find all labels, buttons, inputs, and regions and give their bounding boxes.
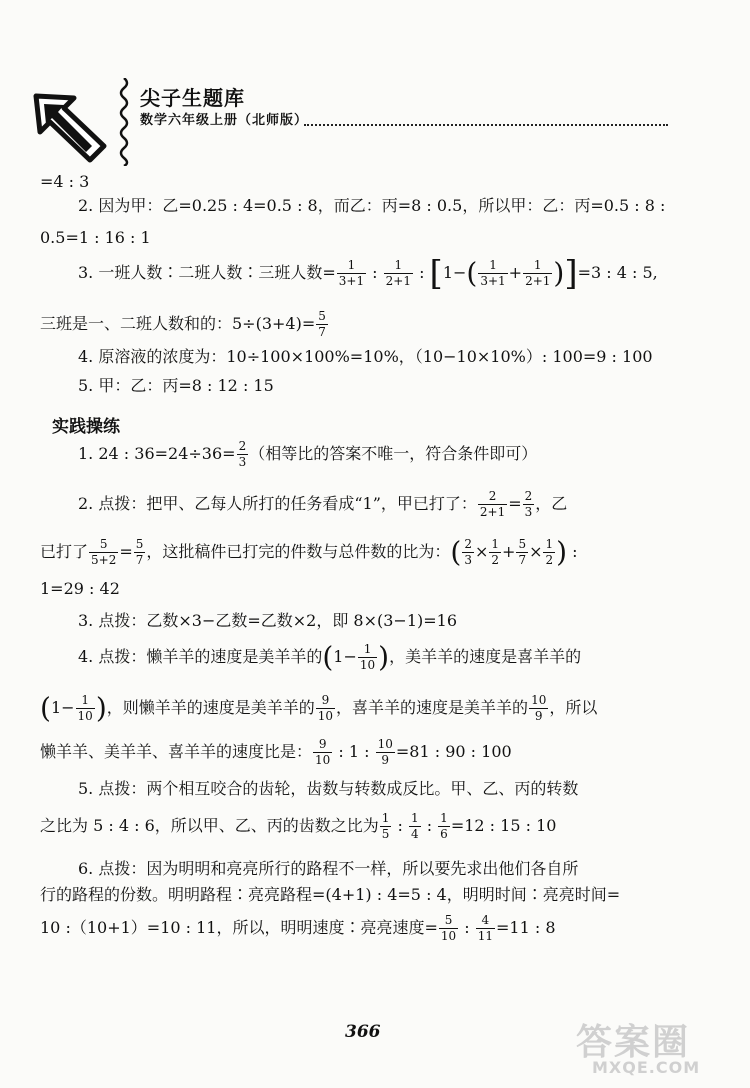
fraction: $\frac{1}{2}$: [545, 537, 554, 567]
answer-line: 三班是一、二班人数和的：5÷(3+4)= $\frac{5}{7}$: [40, 309, 326, 339]
practice-line: 2. 点拨：把甲、乙每人所打的任务看成“1”，甲已打了： $\frac{2}{2+1}$ = $\frac{2}{3}$ ，乙: [78, 489, 568, 519]
fraction: $\frac{1}{4}$: [410, 811, 419, 841]
practice-line: 1. 24 : 36=24÷36= $\frac{2}{3}$ （相等比的答案不唯一，符合条件即可）: [78, 439, 538, 469]
section-title: 实践操练: [52, 417, 120, 437]
fraction: $\frac{10}{9}$: [377, 737, 393, 767]
practice-line: 已打了 $\frac{5}{5+2}$ = $\frac{5}{7}$ ，这批稿件已打完的件数与总件数的比为：( $\frac{2}{3}$ × $\frac{1}{2}$ + $\frac{5}{7}$ × $\frac{1}{2}$ ) :: [40, 535, 578, 569]
fraction: $\frac{1}{5}$: [381, 811, 390, 841]
fraction: $\frac{1}{2+1}$: [525, 258, 551, 288]
text: 3. 一班人数∶二班人数∶三班人数=: [78, 263, 336, 282]
practice-line: 5. 点拨：两个相互咬合的齿轮，齿数与转数成反比。甲、乙、丙的转数: [78, 779, 579, 798]
practice-line: 6. 点拨：因为明明和亮亮所行的路程不一样，所以要先求出他们各自所: [78, 859, 579, 878]
fraction: $\frac{5}{7}$: [318, 309, 326, 339]
fraction: $\frac{5}{5+2}$: [91, 537, 117, 567]
practice-line: (1− $\frac{1}{10}$ )，则懒羊羊的速度是美羊羊的 $\frac{9}{10}$ ，喜羊羊的速度是美羊羊的 $\frac{10}{9}$ ，所以: [40, 691, 598, 725]
fraction: $\frac{5}{7}$: [135, 537, 144, 567]
practice-line: 1=29 : 42: [40, 579, 120, 598]
fraction: $\frac{1}{3+1}$: [480, 258, 506, 288]
fraction: $\frac{2}{3}$: [464, 537, 472, 567]
fraction: $\frac{1}{2+1}$: [385, 258, 411, 288]
dotted-rule: [304, 124, 668, 126]
fraction: $\frac{10}{9}$: [531, 693, 547, 723]
answer-line: 0.5=1 : 16 : 1: [40, 228, 151, 247]
watermark-logo: 答案圈: [576, 1022, 691, 1063]
watermark-url: MXQE.COM: [592, 1058, 701, 1077]
fraction: $\frac{1}{10}$: [359, 642, 376, 672]
practice-line: 4. 点拨：懒羊羊的速度是美羊羊的(1− $\frac{1}{10}$ )，美羊羊的速度是喜羊羊的: [78, 640, 582, 674]
fraction: $\frac{1}{6}$: [440, 811, 448, 841]
answer-line: 2. 因为甲：乙=0.25 : 4=0.5 : 8，而乙：丙=8 : 0.5，所以甲：乙：丙=0.5 : 8 :: [78, 196, 666, 215]
fraction: $\frac{5}{10}$: [440, 913, 457, 943]
answer-line: 5. 甲：乙：丙=8 : 12 : 15: [78, 376, 274, 395]
fraction: $\frac{4}{11}$: [477, 913, 494, 943]
fraction: $\frac{5}{7}$: [518, 537, 527, 567]
page-number: 366: [345, 1022, 381, 1042]
answer-line: 4. 原溶液的浓度为：10÷100×100%=10%，（10−10×10%）: 100=9 : 100: [78, 347, 653, 366]
answer-line: 3. 一班人数∶二班人数∶三班人数= $\frac{1}{3+1}$ : $\frac{1}{2+1}$ : [1−( $\frac{1}{3+1}$ + $\frac{1}{2+1}$ )]=3 : 4 : 5,: [78, 253, 658, 294]
fraction: $\frac{9}{10}$: [315, 737, 331, 767]
fraction: $\frac{1}{10}$: [77, 693, 93, 723]
watermark: [570, 1014, 740, 1080]
practice-line: 行的路程的份数。明明路程∶亮亮路程=(4+1) : 4=5 : 4，明明时间∶亮亮时间=: [40, 885, 621, 904]
wave-divider: [118, 78, 130, 166]
book-header: [30, 78, 720, 168]
practice-line: 懒羊羊、美羊羊、喜羊羊的速度比是： $\frac{9}{10}$ : 1 : $\frac{10}{9}$ =81 : 90 : 100: [40, 737, 512, 767]
fraction: $\frac{2}{3}$: [524, 489, 533, 519]
practice-line: 3. 点拨：乙数×3−乙数=乙数×2，即 8×(3−1)=16: [78, 611, 458, 630]
fraction: $\frac{1}{3+1}$: [338, 258, 365, 288]
fraction: $\frac{9}{10}$: [317, 693, 334, 723]
fraction: $\frac{2}{2+1}$: [479, 489, 506, 519]
fraction: $\frac{1}{2}$: [491, 537, 500, 567]
book-title: 尖子生题库: [140, 86, 245, 110]
answer-line: =4 : 3: [40, 172, 90, 191]
practice-line: 之比为 5 : 4 : 6，所以甲、乙、丙的齿数之比为 $\frac{1}{5}$ : $\frac{1}{4}$ : $\frac{1}{6}$ =12 : 15 : 10: [40, 811, 557, 841]
book-subtitle: 数学六年级上册（北师版）: [140, 113, 309, 128]
fraction: $\frac{2}{3}$: [238, 439, 247, 469]
practice-line: 10 :（10+1）=10 : 11，所以，明明速度∶亮亮速度= $\frac{5}{10}$ : $\frac{4}{11}$ =11 : 8: [40, 913, 556, 943]
arrow-icon: [30, 88, 110, 163]
